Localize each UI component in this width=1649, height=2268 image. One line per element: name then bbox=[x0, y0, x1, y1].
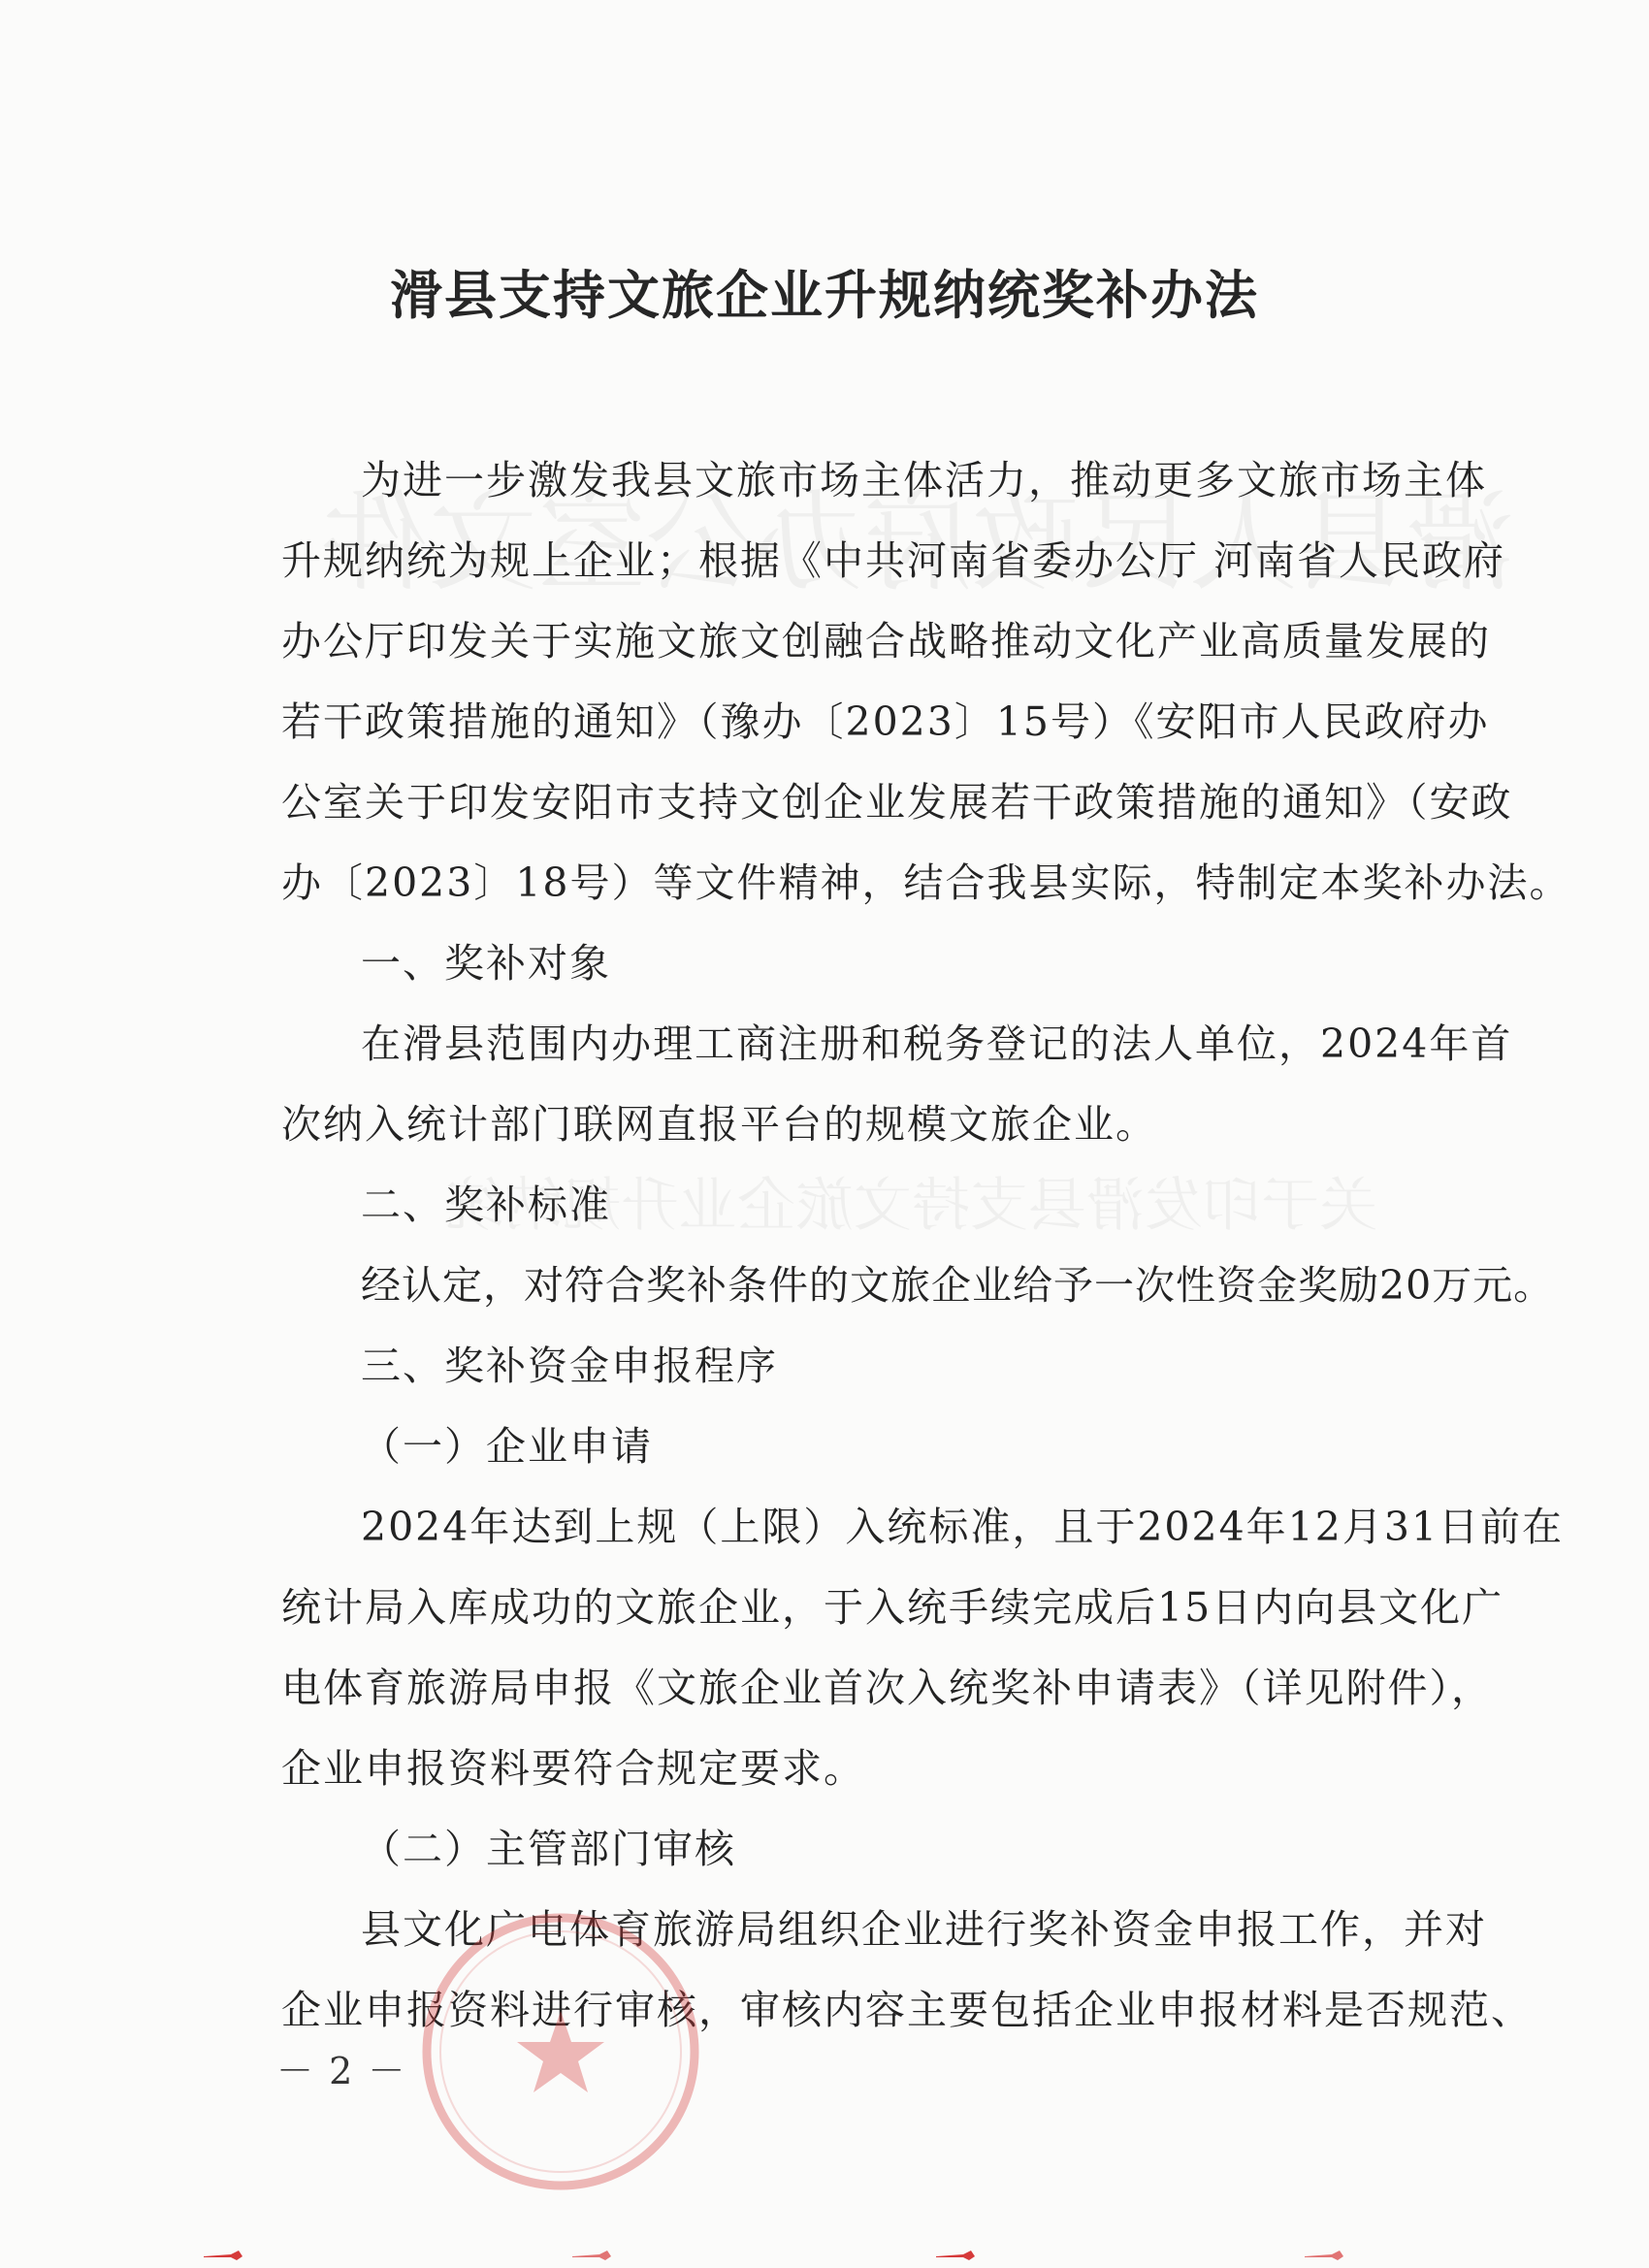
paragraph-line: 2024年达到上规（上限）入统标准，且于2024年12月31日前在 bbox=[361, 1504, 1565, 1550]
paragraph-line: 统计局入库成功的文旅企业，于入统手续完成后15日内向县文化广 bbox=[281, 1584, 1504, 1631]
paragraph-line: 若干政策措施的通知》（豫办〔2023〕15号）《安阳市人民政府办 bbox=[281, 698, 1490, 745]
binding-mark-icon bbox=[572, 2249, 613, 2262]
paragraph-line: 公室关于印发安阳市支持文创企业发展若干政策措施的通知》（安政 bbox=[281, 779, 1513, 826]
paragraph-line: 企业申报资料要符合规定要求。 bbox=[281, 1745, 865, 1792]
document-title: 滑县支持文旅企业升规纳统奖补办法 bbox=[390, 264, 1259, 326]
section-heading: 三、奖补资金申报程序 bbox=[361, 1343, 778, 1389]
paragraph-line: 为进一步激发我县文旅市场主体活力，推动更多文旅市场主体 bbox=[361, 457, 1487, 503]
section-heading: 二、奖补标准 bbox=[361, 1182, 611, 1228]
paragraph-line: 办公厅印发关于实施文旅文创融合战略推动文化产业高质量发展的 bbox=[281, 618, 1491, 664]
binding-mark-icon bbox=[204, 2249, 244, 2262]
paragraph-line: 在滑县范围内办理工商注册和税务登记的法人单位，2024年首 bbox=[361, 1021, 1513, 1067]
paragraph-line: 县文化广电体育旅游局组织企业进行奖补资金申报工作，并对 bbox=[361, 1906, 1487, 1953]
paragraph-line: 经认定，对符合奖补条件的文旅企业给予一次性资金奖励20万元。 bbox=[361, 1262, 1555, 1309]
binding-mark-icon bbox=[936, 2249, 977, 2262]
page-number: － 2 － bbox=[276, 2050, 407, 2092]
subsection-heading: （二）主管部门审核 bbox=[361, 1826, 736, 1872]
section-heading: 一、奖补对象 bbox=[361, 940, 611, 987]
paragraph-line: 升规纳统为规上企业；根据《中共河南省委办公厅 河南省人民政府 bbox=[281, 537, 1506, 584]
paragraph-line: 办〔2023〕18号）等文件精神，结合我县实际，特制定本奖补办法。 bbox=[281, 859, 1571, 906]
official-seal-icon bbox=[415, 1906, 706, 2197]
subsection-heading: （一）企业申请 bbox=[361, 1423, 653, 1470]
paragraph-line: 企业申报资料进行审核，审核内容主要包括企业申报材料是否规范、 bbox=[281, 1987, 1533, 2033]
paragraph-line: 电体育旅游局申报《文旅企业首次入统奖补申请表》（详见附件）， bbox=[281, 1665, 1493, 1711]
binding-mark-icon bbox=[1305, 2249, 1345, 2262]
paragraph-line: 次纳入统计部门联网直报平台的规模文旅企业。 bbox=[281, 1101, 1157, 1148]
